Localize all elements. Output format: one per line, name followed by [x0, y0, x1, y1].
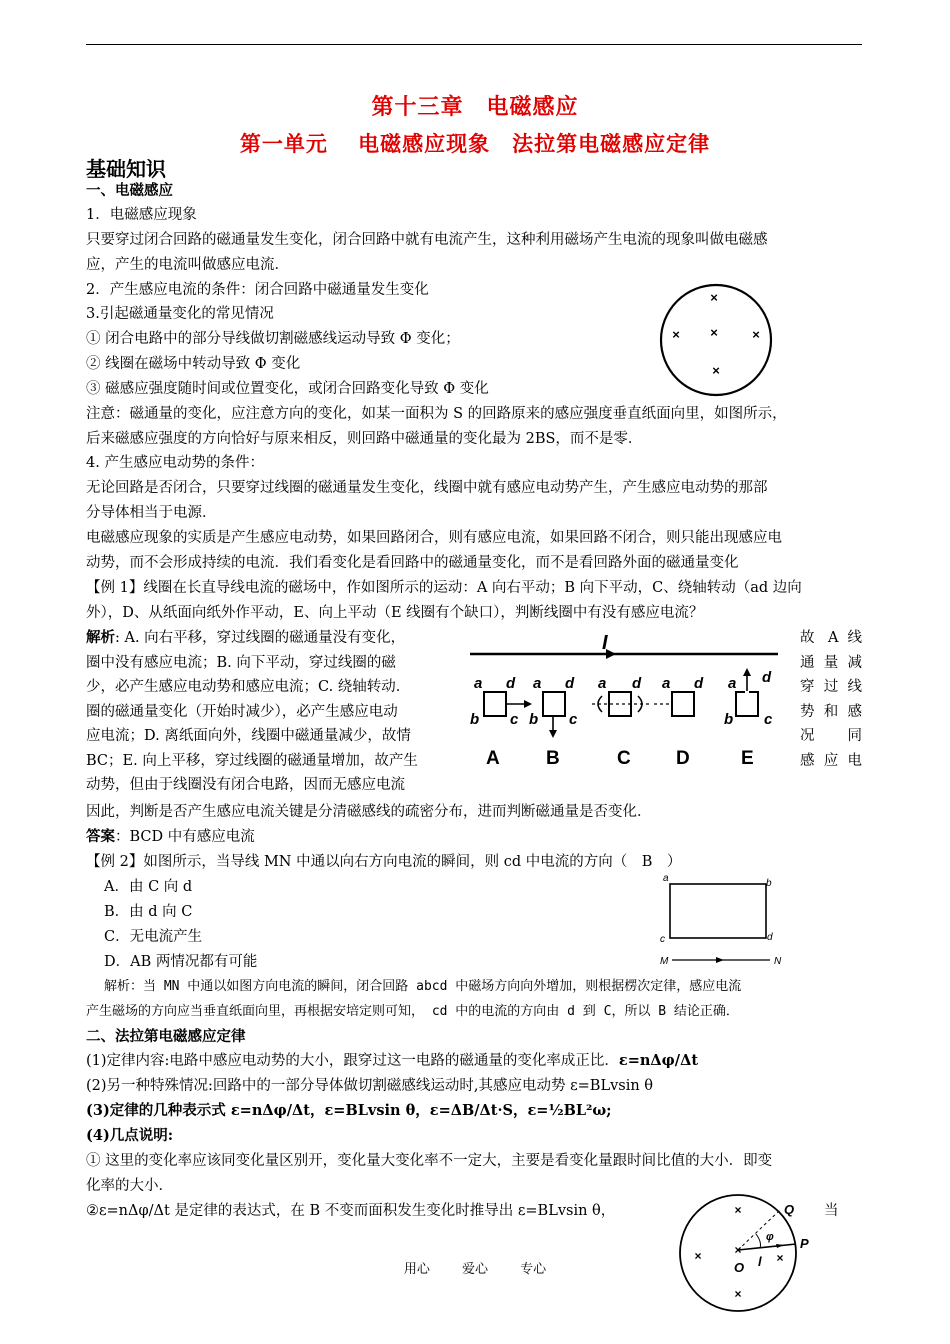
example1-analysis-right: 故 A 线 通 量 减 穿 过 线 势 和 感 况 同 感 应 电: [800, 630, 862, 769]
coil-label-C: C: [617, 748, 631, 769]
vertex-d: d: [694, 675, 704, 692]
text-line: 2．产生感应电流的条件：闭合回路中磁通量发生变化: [86, 282, 429, 298]
example1-question: 【例 1】线圈在长直导线电流的磁场中，作如图所示的运动：A 向右平动；B 向下平动，C、绕轴转动（ad 边向: [86, 580, 802, 596]
example1-question: 外），D、从纸面向纸外作平动，E、向上平动（E 线圈有个缺口），判断线圈中有没有感应电流？: [86, 605, 704, 621]
vertex-a: a: [474, 675, 483, 692]
wire-end-N: N: [774, 956, 782, 967]
text-line: ① 闭合电路中的部分导线做切割磁感线运动导致 Φ 变化；: [86, 331, 460, 347]
text-line: ②ε=nΔφ/Δt 是定律的表达式，在 B 不变而面积发生变化时推导出 ε=BLvsin θ，: [86, 1203, 616, 1219]
vertex-a: a: [663, 873, 669, 884]
vertex-c: c: [510, 711, 519, 728]
vertex-d: d: [632, 675, 642, 692]
section-heading-basic: 基础知识: [86, 157, 166, 181]
text-line: 1．电磁感应现象: [86, 207, 197, 223]
vertex-d: d: [762, 669, 772, 686]
text-line: 只要穿过闭合回路的磁通量发生变化，闭合回路中就有电流产生，这种利用磁场产生电流的现象叫做电磁感: [86, 232, 768, 248]
svg-text:×: ×: [694, 1249, 702, 1263]
text-line: (1)定律内容:电路中感应电动势的大小，跟穿过这一电路的磁通量的变化率成正比．ε=nΔφ/Δt: [86, 1052, 699, 1069]
text-line: 当: [824, 1203, 839, 1219]
vertex-b: b: [529, 711, 539, 728]
vertex-a: a: [728, 675, 737, 692]
point-P: P: [800, 1236, 809, 1251]
wire-end-M: M: [660, 956, 669, 967]
heading-em-induction: 一、电磁感应: [86, 182, 173, 199]
page-footer: 用心 爱心 专心: [403, 1262, 547, 1277]
svg-text:×: ×: [776, 1251, 784, 1265]
text-line: 动势，而不会形成持续的电流．我们看变化是看回路中的磁通量变化，而不是看回路外面的磁通量变化: [86, 555, 739, 571]
svg-text:×: ×: [734, 1287, 742, 1301]
rotating-rod-figure: [676, 1190, 816, 1320]
coil-label-E: E: [741, 748, 754, 769]
svg-text:×: ×: [734, 1203, 742, 1217]
text-line: (2)另一种特殊情况:回路中的一部分导体做切割磁感线运动时,其感应电动势 ε=BLvsin θ: [86, 1078, 654, 1094]
vertex-d: d: [767, 932, 773, 943]
text-line: 3.引起磁通量变化的常见情况: [86, 306, 274, 322]
example1-analysis: 解析: A. 向右平移，穿过线圈的磁通量没有变化， 圈中没有感应电流；B. 向下平动，穿过线圈的磁 少，必产生感应电动势和感应电流；C. 绕轴转动． 圈的磁通量变化（开始时减少），必产生感应电动 应电流；D. 离纸面向外，线圈中磁通量减少，故情 BC；E. 向上平移，穿过线圈的磁通量增加，故产生 动势，但由于线圈没有闭合电路，因而无感应电流: [86, 629, 418, 793]
text-line: (4)几点说明:: [86, 1127, 174, 1144]
vertex-b: b: [724, 711, 734, 728]
option-b: B．由 d 向 C: [104, 904, 193, 920]
text-line: 化率的大小．: [86, 1178, 173, 1194]
text-line: ② 线圈在磁场中转动导致 Φ 变化: [86, 356, 301, 372]
text-line: 后来磁感应强度的方向恰好与原来相反，则回路中磁通量的变化最为 2BS，而不是零．: [86, 431, 643, 447]
vertex-d: d: [506, 675, 516, 692]
vertex-c: c: [569, 711, 578, 728]
field-circle-figure: [656, 282, 776, 402]
vertex-c: c: [764, 711, 773, 728]
angle-phi: φ: [766, 1231, 774, 1243]
text-line: ③ 磁感应强度随时间或位置变化，或闭合回路变化导致 Φ 变化: [86, 381, 489, 397]
svg-text:×: ×: [710, 325, 718, 340]
svg-text:×: ×: [734, 1243, 742, 1257]
svg-text:×: ×: [712, 363, 720, 378]
example2-analysis: 解析：当 MN 中通以如图方向电流的瞬间，闭合回路 abcd 中磁场方向向外增加，则根据楞次定律，感应电流: [104, 979, 742, 994]
option-c: C．无电流产生: [104, 929, 203, 945]
svg-text:×: ×: [752, 327, 760, 342]
vertex-a: a: [662, 675, 671, 692]
point-Q: Q: [784, 1202, 795, 1217]
example2-analysis: 产生磁场的方向应当垂直纸面向里，再根据安培定则可知， cd 中的电流的方向由 d 到 C，所以 B 结论正确．: [86, 1004, 739, 1019]
coil-label-A: A: [486, 748, 500, 769]
text-line: 注意：磁通量的变化，应注意方向的变化，如某一面积为 S 的回路原来的感应强度垂直纸面向里，如图所示，: [86, 406, 787, 422]
current-label: I: [602, 632, 608, 654]
text-line: 无论回路是否闭合，只要穿过线圈的磁通量发生变化，线圈中就有感应电动势产生，产生感应电动势的那部: [86, 480, 768, 496]
loop-wire-figure: [656, 872, 786, 972]
center-O: O: [734, 1260, 745, 1275]
svg-text:×: ×: [672, 327, 680, 342]
vertex-d: d: [565, 675, 575, 692]
wire-coils-figure: [466, 630, 796, 778]
coil-label-B: B: [546, 748, 560, 769]
vertex-a: a: [533, 675, 542, 692]
example1-conclusion: 因此，判断是否产生感应电流关键是分清磁感线的疏密分布，进而判断磁通量是否变化．: [86, 804, 652, 820]
rod-length-l: l: [758, 1254, 762, 1269]
example2-question: 【例 2】如图所示，当导线 MN 中通以向右方向电流的瞬间，则 cd 中电流的方向（ B ）: [86, 854, 682, 870]
vertex-c: c: [660, 934, 665, 945]
coil-label-D: D: [676, 748, 690, 769]
text-line: 4. 产生感应电动势的条件：: [86, 455, 264, 471]
text-line: 分导体相当于电源．: [86, 505, 217, 521]
chapter-title: 第十三章 电磁感应: [371, 94, 579, 120]
vertex-a: a: [598, 675, 607, 692]
heading-faraday-law: 二、法拉第电磁感应定律: [86, 1028, 246, 1045]
example1-answer: 答案：BCD 中有感应电流: [86, 828, 255, 845]
text-line: ① 这里的变化率应该同变化量区别开，变化量大变化率不一定大，主要是看变化量跟时间比值的大小．即变: [86, 1153, 773, 1169]
unit-title: 第一单元 电磁感应现象 法拉第电磁感应定律: [239, 131, 711, 156]
vertex-b: b: [766, 878, 772, 889]
analysis-label: 解析: [86, 629, 115, 646]
header-rule: [86, 44, 862, 45]
svg-text:×: ×: [710, 290, 718, 305]
vertex-b: b: [470, 711, 480, 728]
text-line: 应，产生的电流叫做感应电流．: [86, 257, 289, 273]
text-line: (3)定律的几种表示式 ε=nΔφ/Δt，ε=BLvsin θ，ε=ΔB/Δt·S，ε=½BL²ω;: [86, 1102, 612, 1119]
option-d: D．AB 两情况都有可能: [104, 954, 258, 970]
option-a: A．由 C 向 d: [104, 879, 193, 895]
text-line: 电磁感应现象的实质是产生感应电动势，如果回路闭合，则有感应电流，如果回路不闭合，则只能出现感应电: [86, 530, 782, 546]
